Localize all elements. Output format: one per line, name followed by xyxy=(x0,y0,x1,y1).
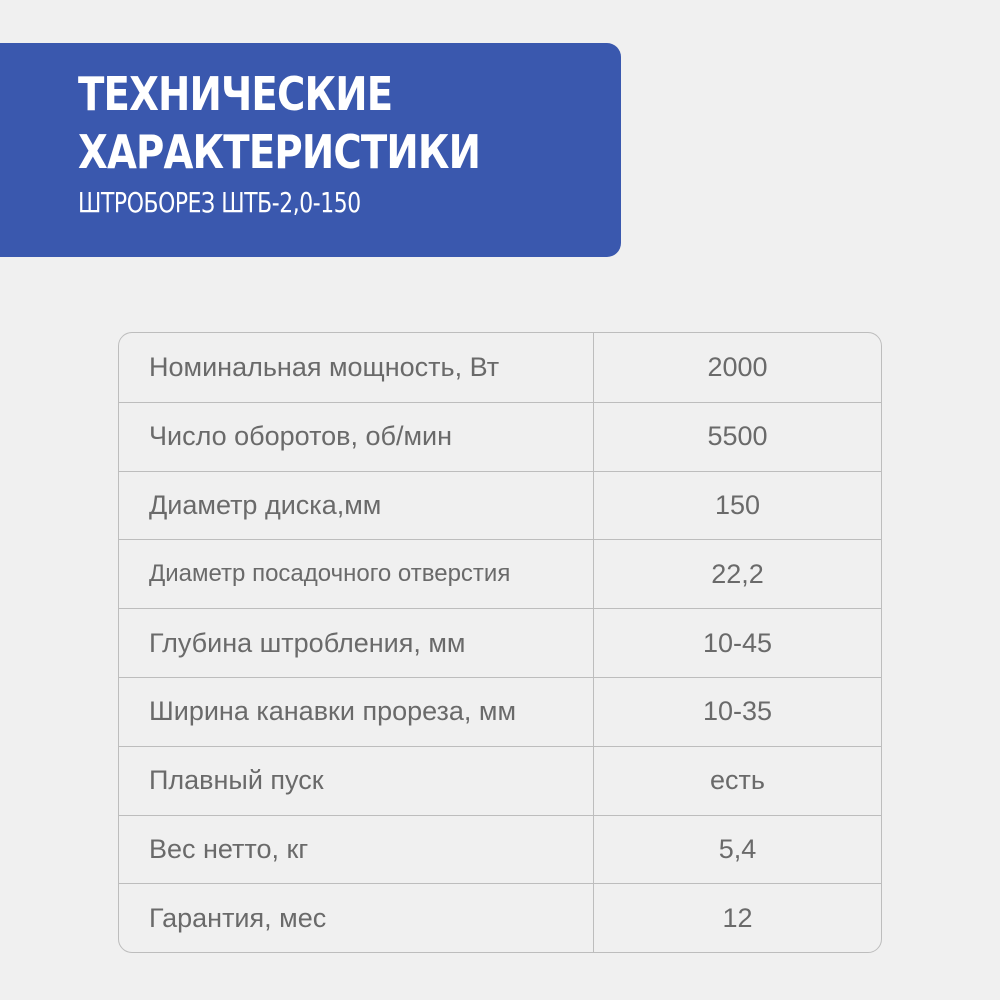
title-line-1: ТЕХНИЧЕСКИЕ xyxy=(78,67,393,121)
spec-row xyxy=(119,333,881,402)
spec-label: Диаметр диска,мм xyxy=(119,472,594,540)
spec-value: 10-45 xyxy=(702,627,773,658)
spec-label: Гарантия, мес xyxy=(119,884,594,952)
spec-value: 12 xyxy=(722,902,753,933)
spec-label: Номинальная мощность, Вт xyxy=(119,333,594,402)
spec-label: Плавный пуск xyxy=(119,747,594,815)
spec-value: 5,4 xyxy=(718,833,757,864)
spec-row xyxy=(119,815,881,884)
spec-row xyxy=(119,677,881,746)
spec-value: 10-35 xyxy=(702,696,773,727)
spec-value: 2000 xyxy=(707,351,768,382)
spec-row xyxy=(119,471,881,540)
spec-row xyxy=(119,746,881,815)
title-line-2: ХАРАКТЕРИСТИКИ xyxy=(78,125,481,179)
spec-table xyxy=(118,332,882,953)
spec-label: Ширина канавки прореза, мм xyxy=(119,678,594,746)
header-banner xyxy=(0,43,621,257)
product-subtitle: ШТРОБОРЕЗ ШТБ-2,0-150 xyxy=(78,186,361,219)
spec-row xyxy=(119,402,881,471)
spec-row xyxy=(119,608,881,677)
spec-value: 22,2 xyxy=(711,558,764,589)
spec-label: Вес нетто, кг xyxy=(119,816,594,884)
spec-label: Число оборотов, об/мин xyxy=(119,403,594,471)
spec-value: 5500 xyxy=(707,421,768,452)
spec-label: Глубина штробления, мм xyxy=(119,609,594,677)
spec-row xyxy=(119,539,881,608)
spec-label: Диаметр посадочного отверстия xyxy=(119,540,594,608)
spec-value: 150 xyxy=(714,489,761,520)
spec-row xyxy=(119,883,881,952)
spec-value: есть xyxy=(710,765,765,796)
